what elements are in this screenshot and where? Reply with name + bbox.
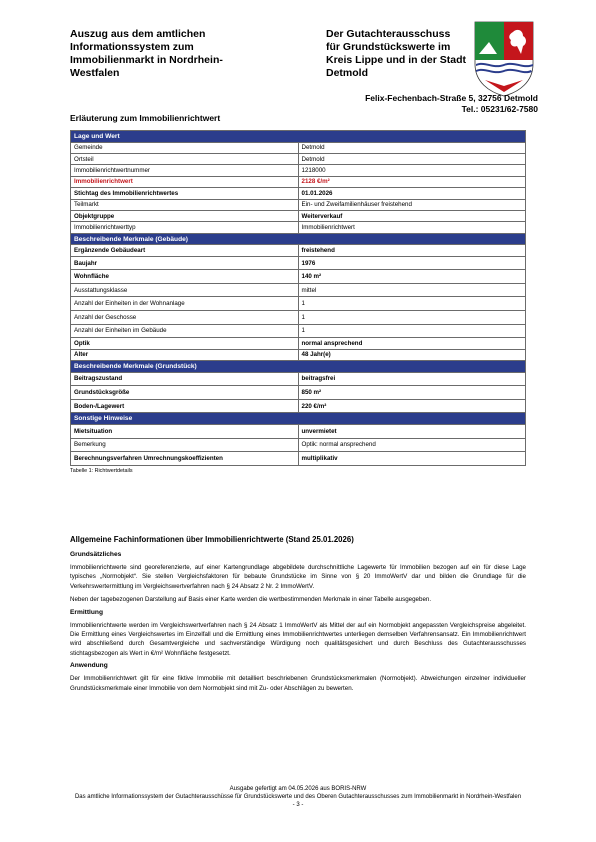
general-information: [70, 535, 526, 697]
section-title: Beschreibende Merkmale (Gebäude): [71, 233, 526, 245]
info-subheading: Ermittlung: [70, 608, 103, 616]
table-row: [71, 188, 526, 199]
row-label: Anzahl der Einheiten im Gebäude: [71, 324, 299, 338]
table-row: [71, 324, 526, 338]
row-value: 220 €/m²: [298, 399, 526, 413]
row-label: Berechnungsverfahren Umrechnungskoeffizienten: [71, 452, 299, 466]
table-row: [71, 452, 526, 466]
row-label: Grundstücksgröße: [71, 386, 299, 400]
footer-issue-date: Ausgabe gefertigt am 04.05.2026 aus BORIS-NRW: [229, 786, 367, 792]
table-row: [71, 297, 526, 311]
row-value: mittel: [298, 283, 526, 297]
table-section-header: [71, 131, 526, 143]
table-row: [71, 386, 526, 400]
table-row: [71, 372, 526, 386]
contact-address: [365, 93, 538, 115]
address-street: Felix-Fechenbach-Straße 5, 32756 Detmold: [365, 93, 538, 103]
header-left-title: Auszug aus dem amtlichen Informationssystem zum Immobilienmarkt in Nordrhein-Westfalen: [70, 28, 223, 79]
header-right-title: Der Gutachterausschuss für Grundstückswerte im Kreis Lippe und in der Stadt Detmold: [326, 28, 467, 79]
info-title: Allgemeine Fachinformationen über Immobilienrichtwerte (Stand 25.01.2026): [70, 535, 354, 544]
table-row: [71, 438, 526, 452]
row-label: Immobilienrichtwert: [71, 176, 299, 187]
row-label: Mietsituation: [71, 425, 299, 439]
row-value: 48 Jahr(e): [298, 349, 526, 360]
row-label: Anzahl der Einheiten in der Wohnanlage: [71, 297, 299, 311]
table-row: [71, 311, 526, 325]
row-value: 1976: [298, 256, 526, 270]
row-label: Ergänzende Gebäudeart: [71, 245, 299, 256]
info-paragraph: Der Immobilienrichtwert gilt für eine fiktive Immobilie mit detailliert beschriebenen Grundstücksmerkmalen (Normobjekt). Abweichungen einzelner individueller Grundstücksmerkmale einer Immobilie von dem Normobjekt sind mit Zu- oder Abschlägen zu bewerten.: [70, 675, 526, 692]
table-section-header: [71, 413, 526, 425]
row-value: Detmold: [298, 142, 526, 153]
section-title: Beschreibende Merkmale (Grundstück): [71, 361, 526, 373]
row-label: Immobilienrichtwerttyp: [71, 222, 299, 233]
table-row: [71, 153, 526, 164]
table-row: [71, 425, 526, 439]
table-section-header: [71, 233, 526, 245]
row-value: beitragsfrei: [298, 372, 526, 386]
page-footer: [70, 785, 526, 810]
table-caption: Tabelle 1: Richtwertdetails: [70, 467, 133, 474]
row-value: freistehend: [298, 245, 526, 256]
table-row: [71, 199, 526, 210]
info-subheading: Grundsätzliches: [70, 551, 122, 558]
row-value: 2128 €/m²: [298, 176, 526, 187]
table-row: [71, 256, 526, 270]
info-subheading: Anwendung: [70, 662, 108, 670]
section-title: Sonstige Hinweise: [71, 413, 526, 425]
row-label: Immobilienrichtwertnummer: [71, 165, 299, 176]
row-value: 01.01.2026: [298, 188, 526, 199]
richtwert-details-table: [70, 130, 526, 466]
row-value: multiplikativ: [298, 452, 526, 466]
row-value: unvermietet: [298, 425, 526, 439]
table-row: [71, 165, 526, 176]
row-label: Wohnfläche: [71, 270, 299, 284]
row-label: Stichtag des Immobilienrichtwertes: [71, 188, 299, 199]
row-label: Objektgruppe: [71, 210, 299, 221]
table-row: [71, 176, 526, 187]
row-value: 1: [298, 311, 526, 325]
section-title: Lage und Wert: [71, 131, 526, 143]
row-value: Ein- und Zweifamilienhäuser freistehend: [298, 199, 526, 210]
row-label: Bemerkung: [71, 438, 299, 452]
address-phone: Tel.: 05231/62-7580: [461, 104, 538, 114]
info-paragraph: Immobilienrichtwerte sind georeferenzierte, auf einer Kartengrundlage abgebildete durchschnittliche Lagewerte für Immobilien bezogen auf ein für diese Lage typisches „Normobjekt“. Sie stellen Vergleichsfaktoren für bebaute Grundstücke im Sinne von § 20 ImmoWertV dar und bilden die Grundlage für die Verkehrswertermittlung im Vergleichswertverfahren nach § 24 Absatz 2 Nr. 2 ImmoWertV.: [70, 564, 526, 590]
row-value: Optik: normal ansprechend: [298, 438, 526, 452]
row-value: Immobilienrichtwert: [298, 222, 526, 233]
row-value: normal ansprechend: [298, 338, 526, 349]
row-label: Optik: [71, 338, 299, 349]
footer-system-name: Das amtliche Informationssystem der Gutachterausschüsse für Grundstückswerte und des Oberen Gutachterausschusses zum Immobilienmarkt in Nordrhein-Westfalen: [74, 794, 522, 801]
row-label: Alter: [71, 349, 299, 360]
row-value: 1218000: [298, 165, 526, 176]
row-label: Boden-/Lagewert: [71, 399, 299, 413]
info-paragraph: Immobilienrichtwerte werden im Vergleichswertverfahren nach § 24 Absatz 1 ImmoWertV als Mittel der auf ein Normobjekt angepassten Vergleichspreise abgeleitet. Die Ermittlung eines Vergleichswertes im Einzelfall und die Ermittlung eines Immobilienrichtwertes unterliegen demselben Verfahrensansatz. Ein Immobilienrichtwert wird abschließend durch Gesamtvergleiche und sachverständige Würdigung noch qualitätsgesichert und durch Beschluss des Gutachterausschusses stichtagsbezogen als Wert in €/m² Wohnfläche festgesetzt.: [70, 621, 526, 657]
row-label: Baujahr: [71, 256, 299, 270]
table-row: [71, 142, 526, 153]
page-number: - 3 -: [292, 802, 304, 809]
table-row: [71, 283, 526, 297]
row-label: Teilmarkt: [71, 199, 299, 210]
table-row: [71, 222, 526, 233]
info-paragraph: Neben der tagebezogenen Darstellung auf Basis einer Karte werden die wertbestimmenden Merkmale in einer Tabelle ausgegeben.: [70, 596, 432, 604]
table-row: [71, 245, 526, 256]
table-row: [71, 210, 526, 221]
row-label: Ortsteil: [71, 153, 299, 164]
row-value: 850 m²: [298, 386, 526, 400]
row-value: Weiterverkauf: [298, 210, 526, 221]
nrw-coat-of-arms-icon: [473, 20, 535, 98]
row-value: 140 m²: [298, 270, 526, 284]
table-row: [71, 270, 526, 284]
row-label: Ausstattungsklasse: [71, 283, 299, 297]
richtwert-details-table-wrapper: [70, 130, 526, 474]
row-value: Detmold: [298, 153, 526, 164]
table-row: [71, 349, 526, 360]
table-row: [71, 338, 526, 349]
row-label: Gemeinde: [71, 142, 299, 153]
table-section-header: [71, 361, 526, 373]
row-value: 1: [298, 297, 526, 311]
row-label: Anzahl der Geschosse: [71, 311, 299, 325]
row-value: 1: [298, 324, 526, 338]
page-title: Erläuterung zum Immobilienrichtwert: [70, 113, 221, 123]
table-row: [71, 399, 526, 413]
row-label: Beitragszustand: [71, 372, 299, 386]
